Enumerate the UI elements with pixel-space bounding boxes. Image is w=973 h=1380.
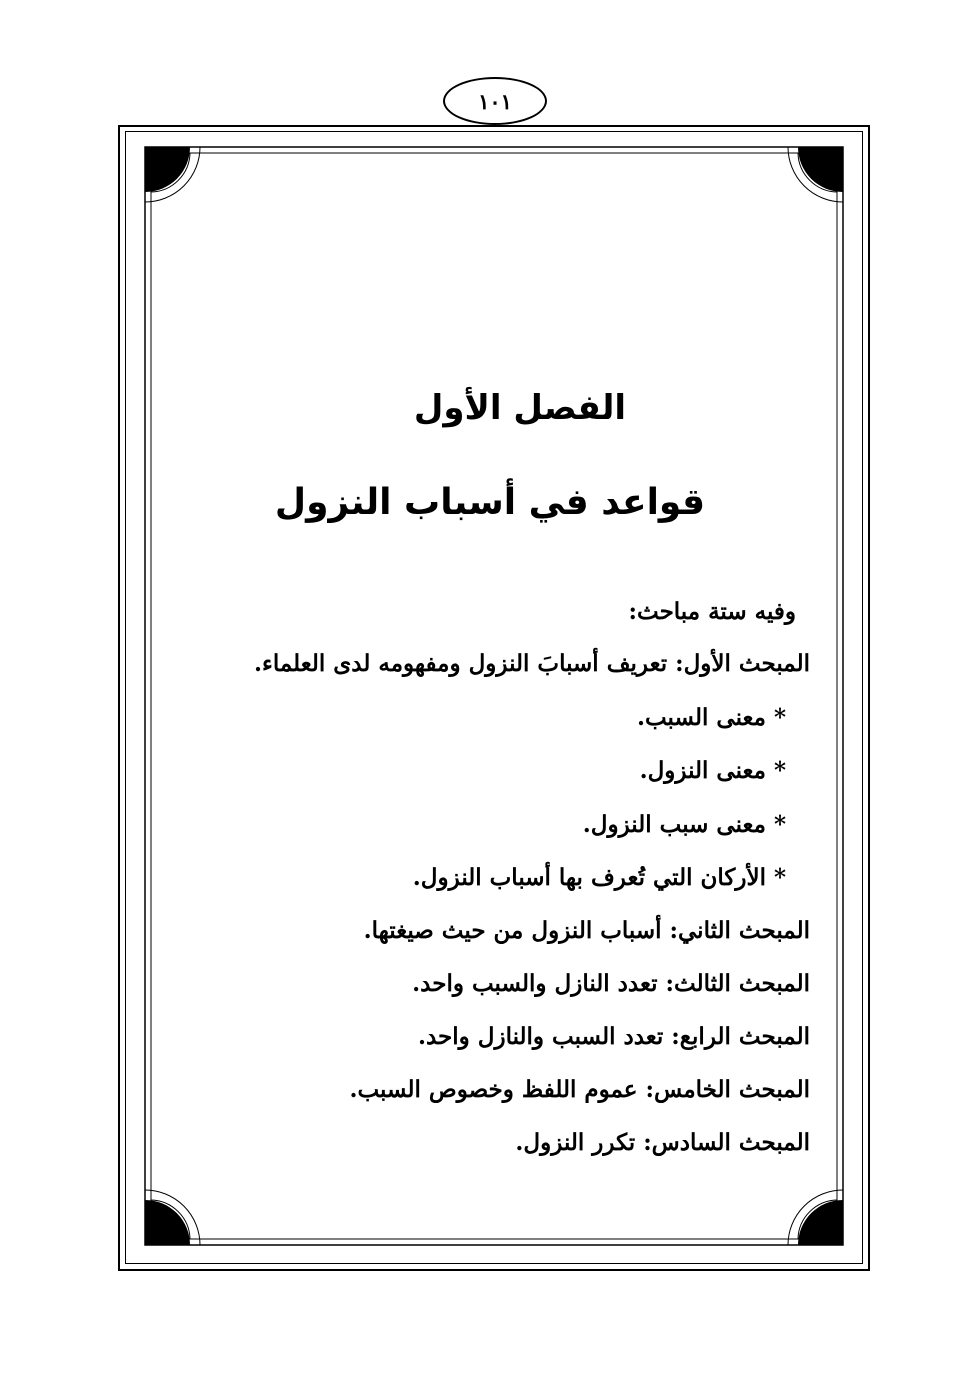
bullet-line-2: * معنى النزول. (639, 757, 786, 784)
section-line-6: المبحث السادس: تكرر النزول. (515, 1129, 810, 1156)
page-number: ١٠١ (443, 77, 547, 125)
corner-ornament-bottom-right (788, 1190, 843, 1245)
section-line-4: المبحث الرابع: تعدد السبب والنازل واحد. (417, 1023, 810, 1050)
intro-line: وفيه ستة مباحث: (628, 598, 796, 625)
corner-ornament-top-left (145, 147, 200, 202)
chapter-heading: الفصل الأول (413, 388, 627, 428)
corner-ornament-bottom-left (145, 1190, 200, 1245)
page-content (170, 370, 810, 1190)
section-line-5: المبحث الخامس: عموم اللفظ وخصوص السبب. (349, 1076, 810, 1103)
bullet-line-1: * معنى السبب. (636, 704, 786, 731)
section-line-2: المبحث الثاني: أسباب النزول من حيث صيغتها. (363, 917, 810, 944)
chapter-title: قواعد في أسباب النزول (274, 482, 706, 523)
bullet-line-4: * الأركان التي تُعرف بها أسباب النزول. (412, 864, 786, 891)
bullet-line-3: * معنى سبب النزول. (582, 811, 786, 838)
section-line-3: المبحث الثالث: تعدد النازل والسبب واحد. (412, 970, 810, 997)
corner-ornament-top-right (788, 147, 843, 202)
section-line-1: المبحث الأول: تعريف أسبابَ النزول ومفهومه لدى العلماء. (254, 650, 810, 677)
